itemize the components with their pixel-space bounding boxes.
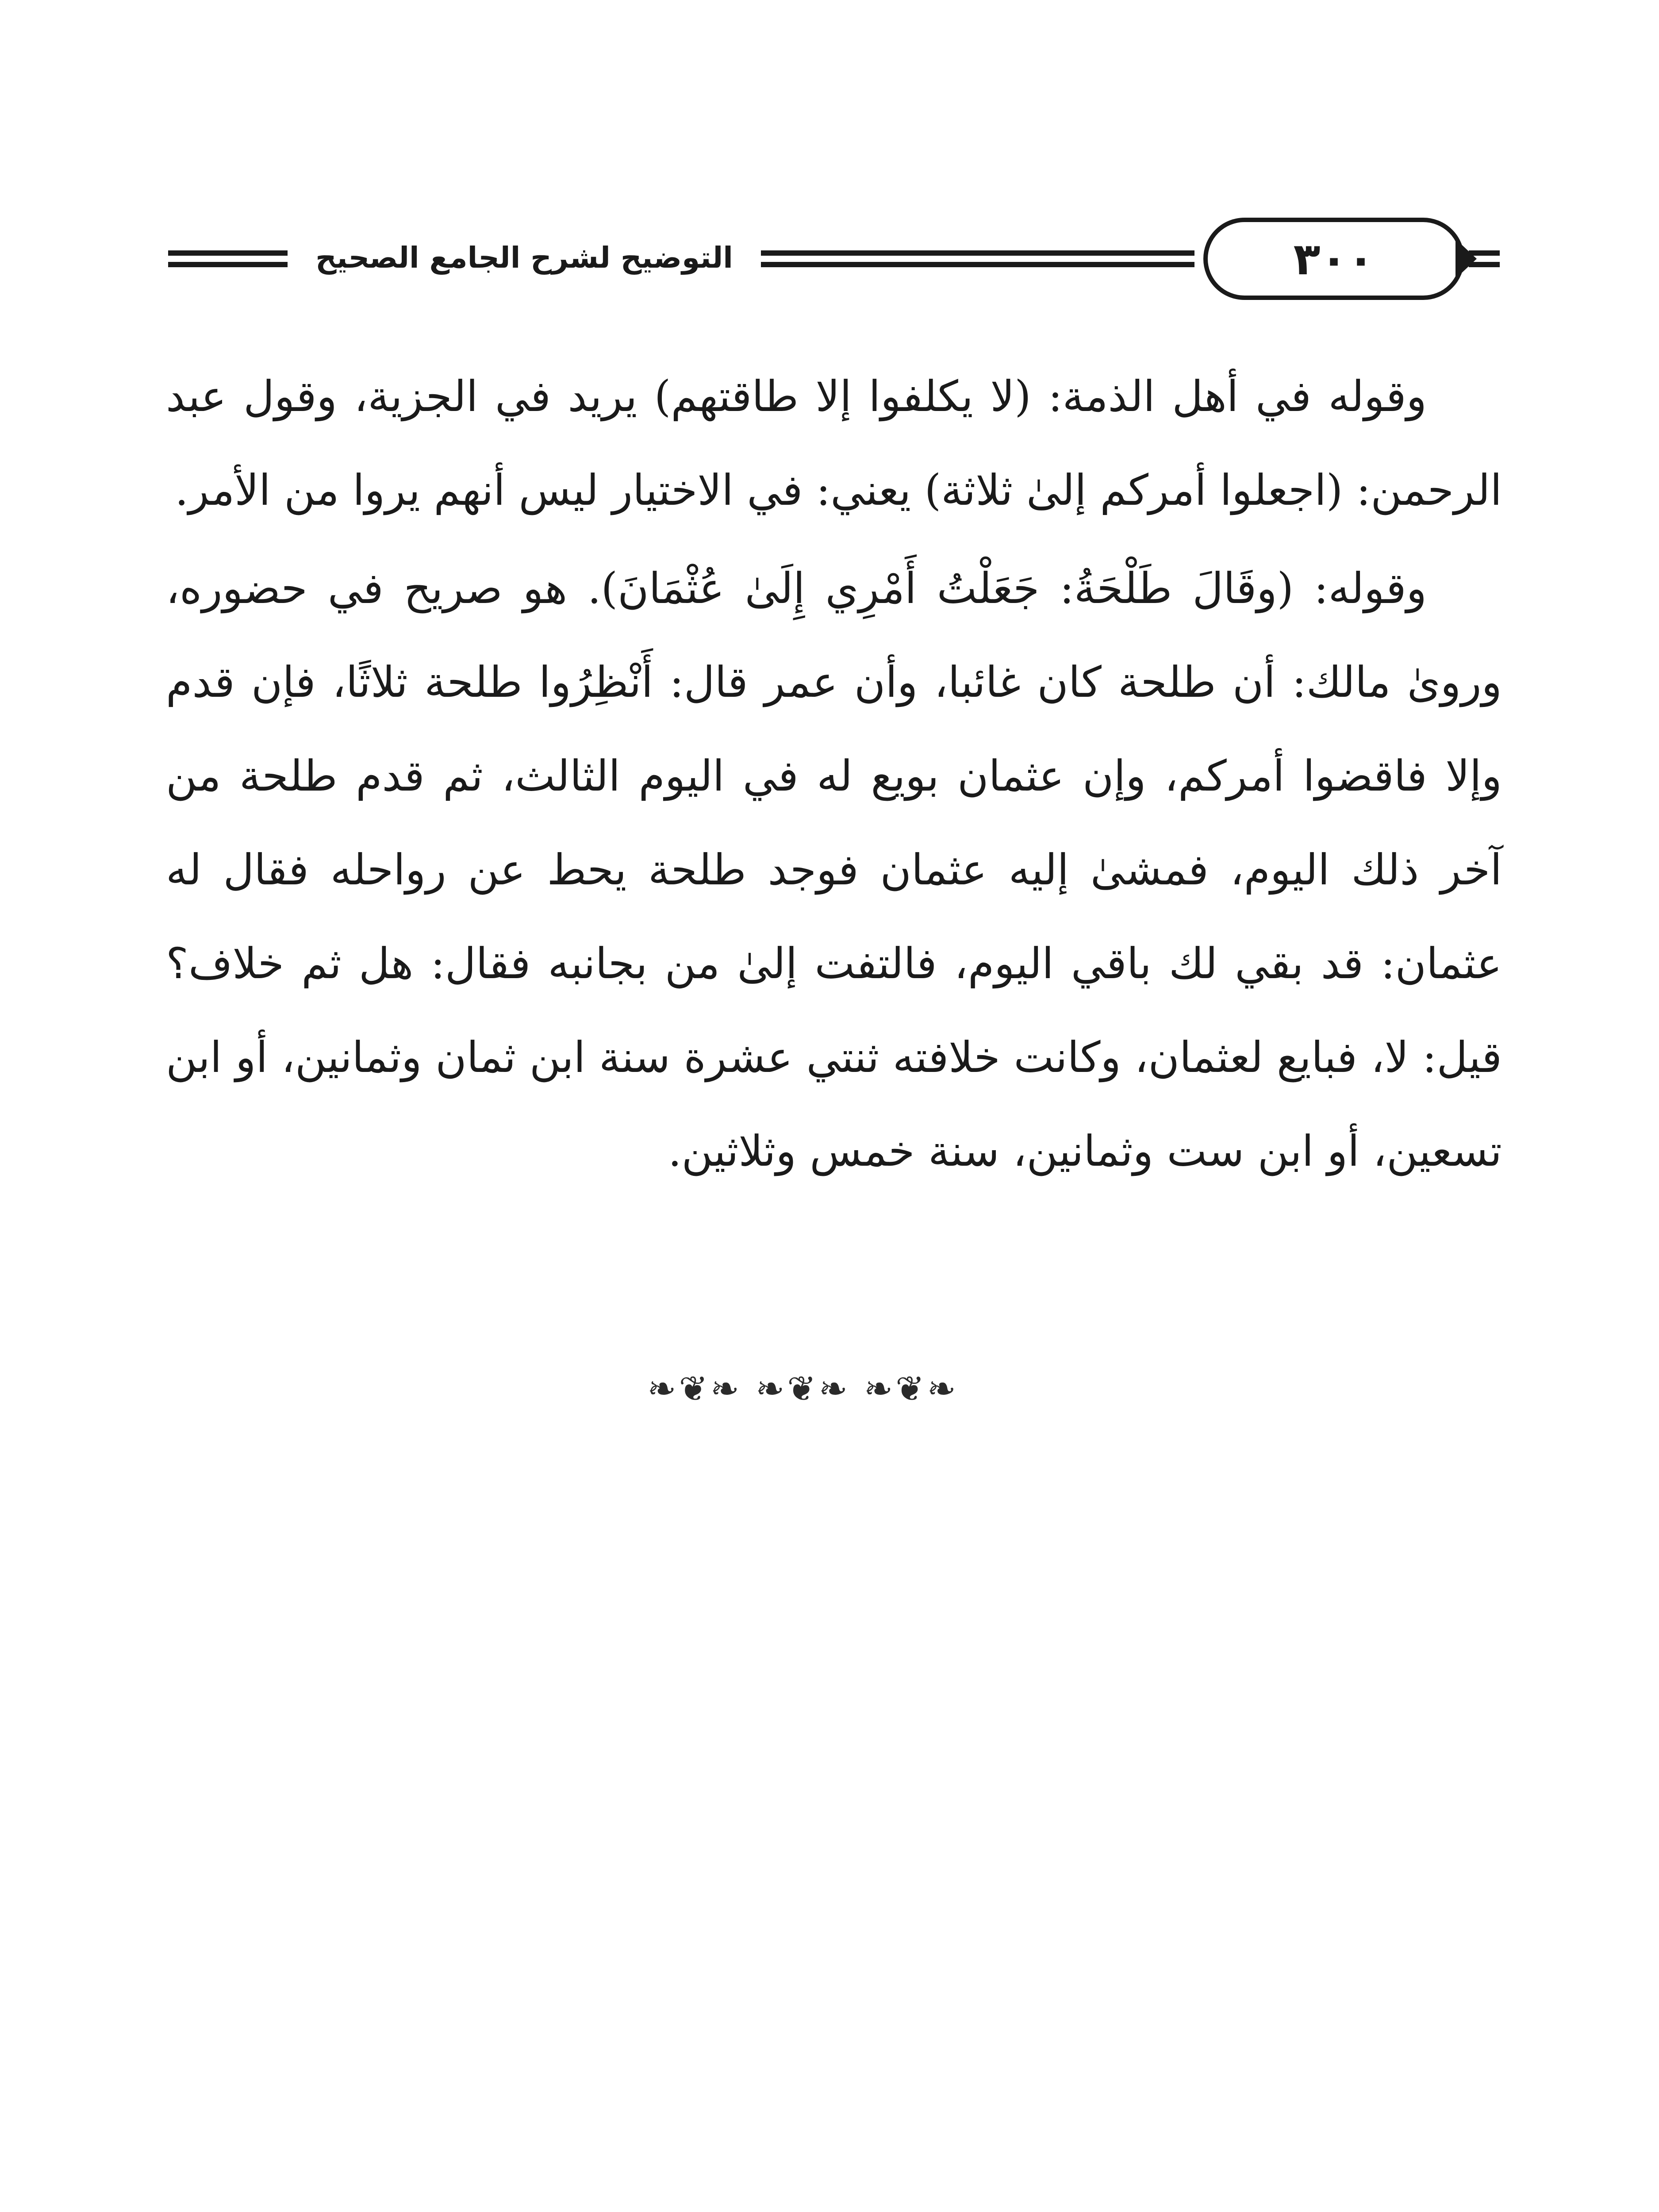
floral-divider-icon: ❧❦❧ ❧❦❧ ❧❦❧ <box>647 1369 959 1409</box>
paragraph: وقوله في أهل الذمة: (لا يكلفوا إلا طاقتهم) يريد في الجزية، وقول عبد الرحمن: (اجعلوا أمركم إلىٰ ثلاثة) يعني: في الاختيار ليس أنهم يروا من الأمر. <box>166 372 1502 515</box>
header-rule-middle <box>761 250 1194 267</box>
book-title: التوضيح لشرح الجامع الصحيح <box>315 241 733 275</box>
running-header <box>168 208 1500 310</box>
page-number: ٣٠٠ <box>1203 218 1464 300</box>
header-rule-right <box>1469 250 1500 267</box>
paragraph: وقوله: (وقَالَ طَلْحَةُ: جَعَلْتُ أَمْرِي إِلَىٰ عُثْمَانَ). هو صريح في حضوره، وروىٰ مالك: أن طلحة كان غائبا، وأن عمر قال: أَنْظِرُوا طلحة ثلاثًا، فإن قدم وإلا فاقضوا أمركم، وإن عثمان بويع له في اليوم الثالث، ثم قدم طلحة من آخر ذلك اليوم، فمشىٰ إليه عثمان فوجد طلحة يحط عن رواحله فقال له عثمان: قد بقي لك باقي اليوم، فالتفت إلىٰ من بجانبه فقال: هل ثم خلاف؟ قيل: لا، فبايع لعثمان، وكانت خلافته ثنتي عشرة سنة ابن ثمان وثمانين، أو ابن تسعين، أو ابن ست وثمانين، سنة خمس وثلاثين. <box>166 564 1502 1176</box>
header-rule-left <box>168 250 288 267</box>
body-text <box>166 349 1502 1198</box>
